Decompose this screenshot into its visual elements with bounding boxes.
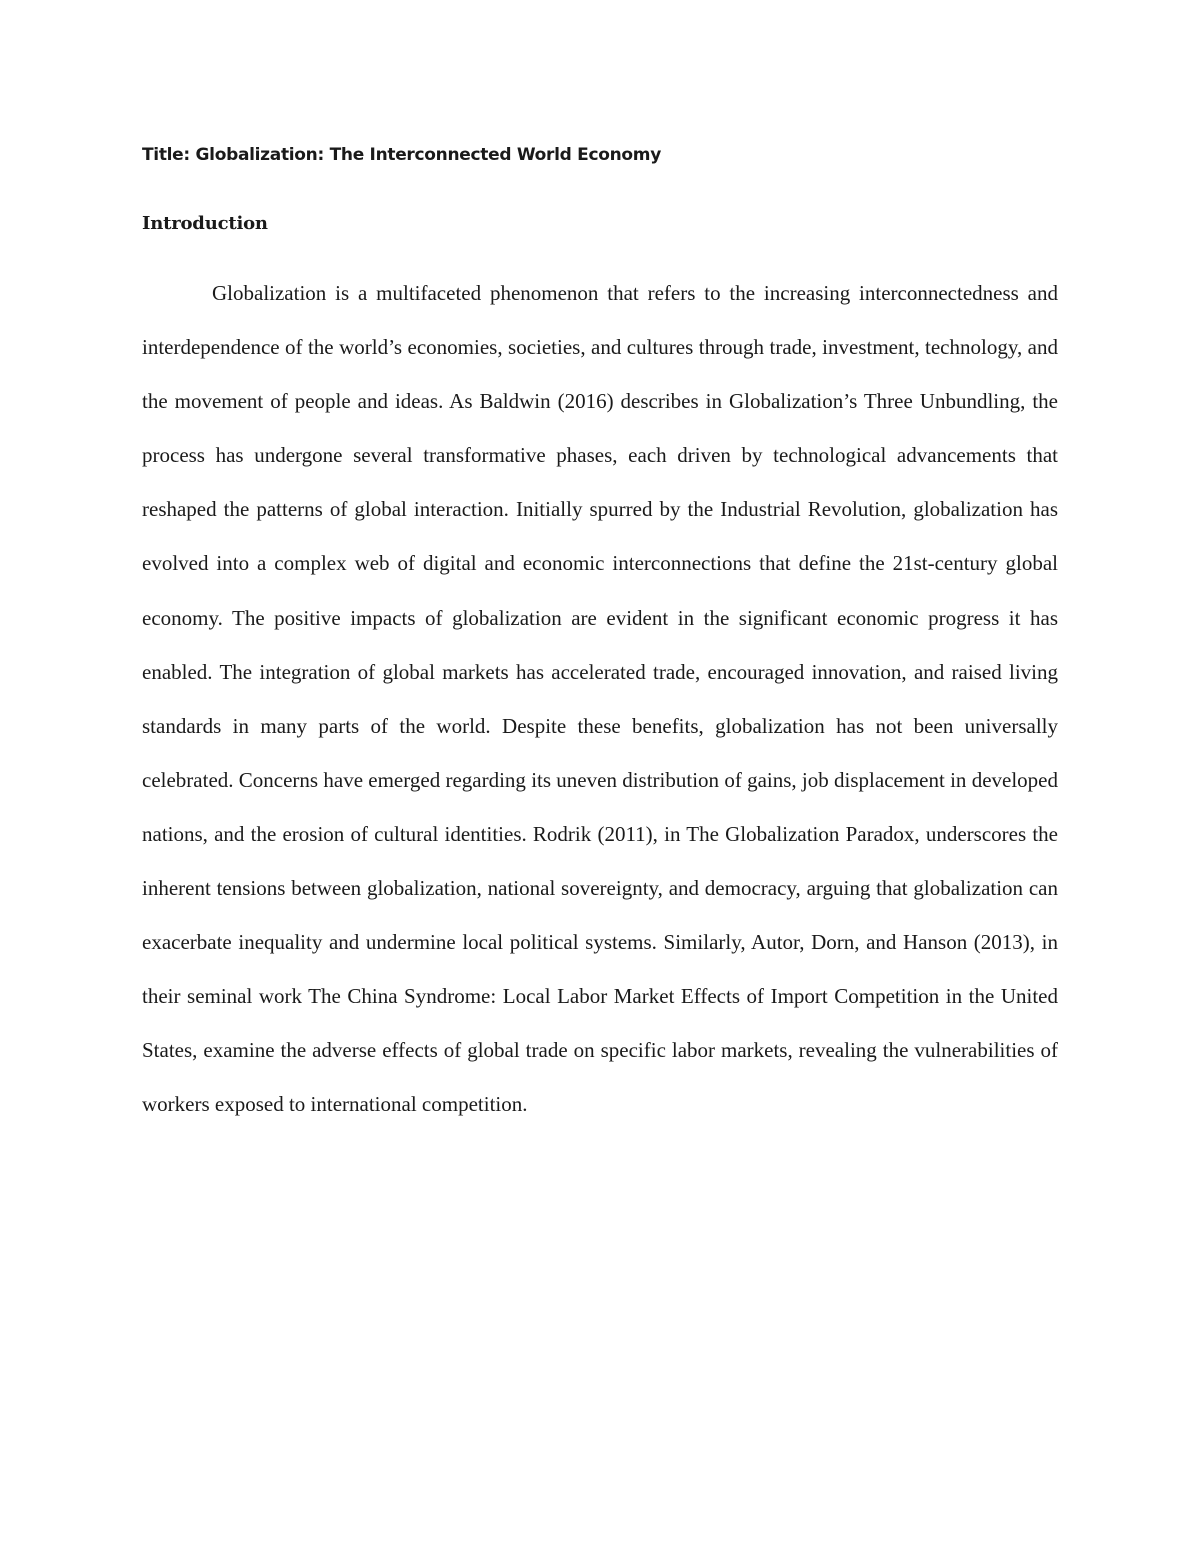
introduction-paragraph: Globalization is a multifaceted phenomenon that refers to the increasing interconnectedness and interdependence of the world’s economies, societies, and cultures through trade, investment, technology, and the movement of people and ideas. As Baldwin (2016) describes in Globalization’s Three Unbundling, the process has undergone several transformative phases, each driven by technological advancements that reshaped the patterns of global interaction. Initially spurred by the Industrial Revolution, globalization has evolved into a complex web of digital and economic interconnections that define the 21st-century global economy. The positive impacts of globalization are evident in the significant economic progress it has enabled. The integration of global markets has accelerated trade, encouraged innovation, and raised living standards in many parts of the world. Despite these benefits, globalization has not been universally celebrated. Concerns have emerged regarding its uneven distribution of gains, job displacement in developed nations, and the erosion of cultural identities. Rodrik (2011), in The Globalization Paradox, underscores the inherent tensions between globalization, national sovereignty, and democracy, arguing that globalization can exacerbate inequality and undermine local political systems. Similarly, Autor, Dorn, and Hanson (2013), in their seminal work The China Syndrome: Local Labor Market Effects of Import Competition in the United States, examine the adverse effects of global trade on specific labor markets, revealing the vulnerabilities of workers exposed to international competition. xyxy=(142,281,1058,1117)
section-heading-introduction: Introduction xyxy=(142,213,268,234)
document-title: Title: Globalization: The Interconnected World Economy xyxy=(142,145,661,165)
